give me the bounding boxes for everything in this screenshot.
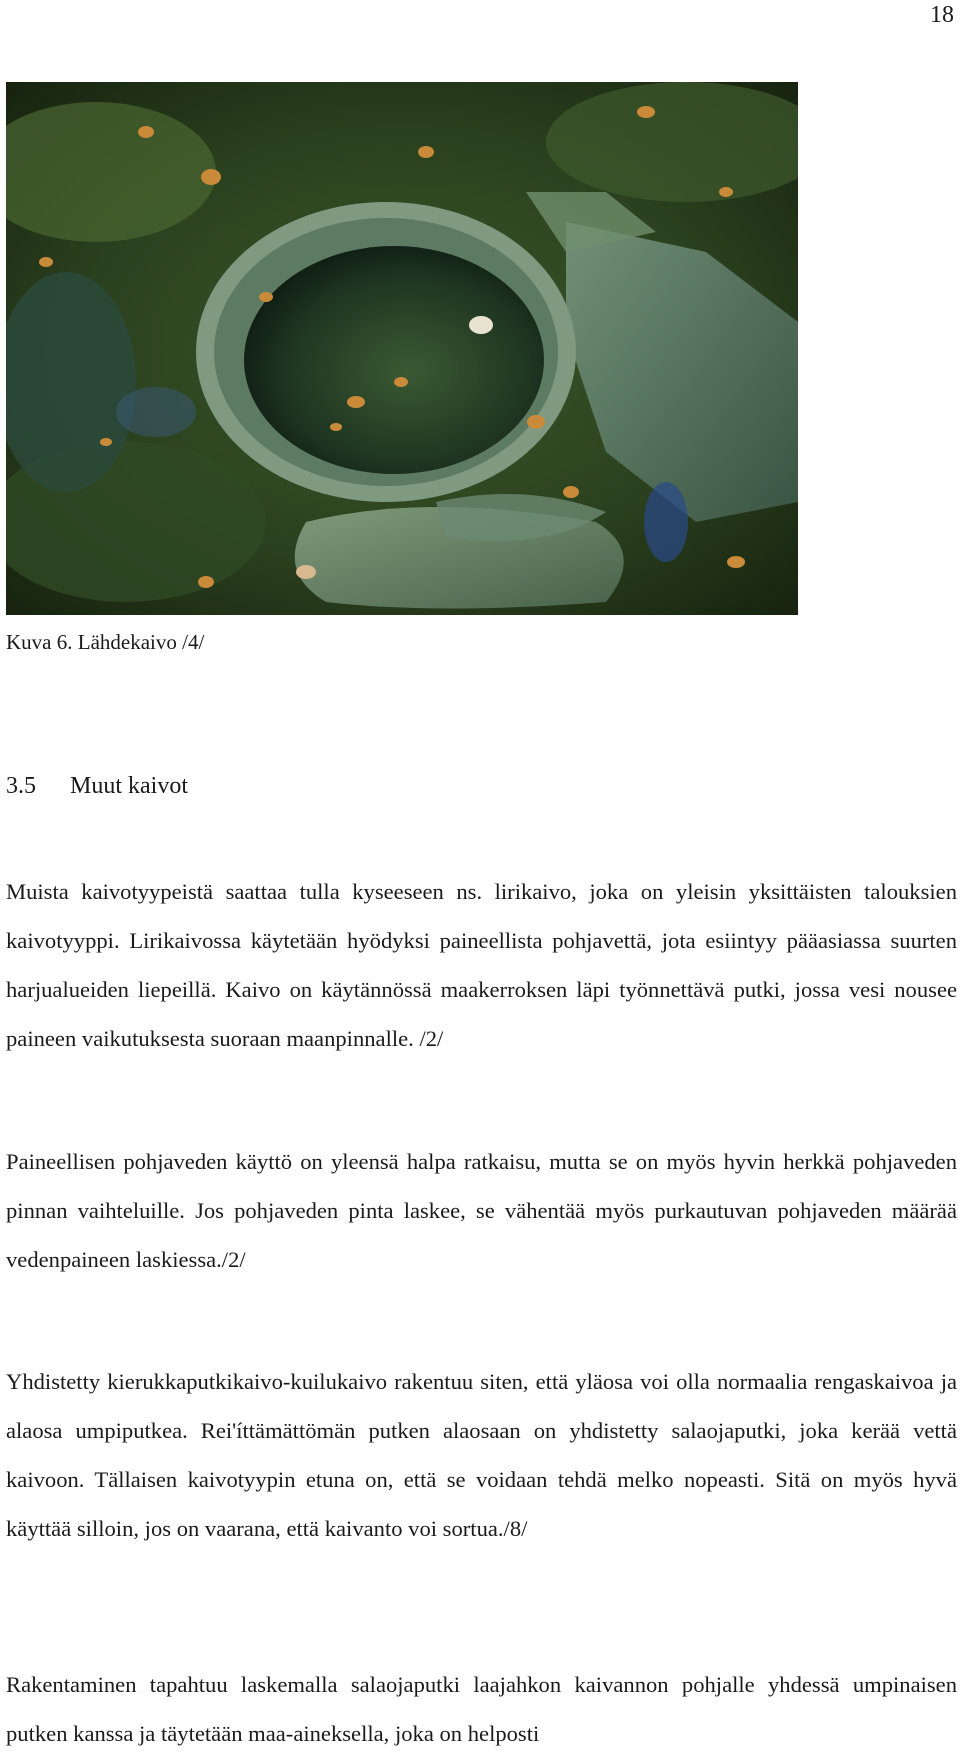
spring-well-photo-image [6,82,798,615]
paragraph-2: Paineellisen pohjaveden käyttö on yleensä halpa ratkaisu, mutta se on myös hyvin herkkä pohjaveden pinnan vaihteluille. Jos pohjaveden pinta laskee, se vähentää myös purkautuvan pohjaveden määrää vedenpaineen laskiessa./2/ [6,1149,957,1272]
section-title: Muut kaivot [70,773,188,799]
paragraph-1: Muista kaivotyypeistä saattaa tulla kyseeseen ns. lirikaivo, joka on yleisin yksittäisten talouksien kaivotyyppi. Lirikaivossa käytetään hyödyksi paineellista pohjavettä, jota esiintyy pääasiassa suurten harjualueiden liepeillä. Kaivo on käytännössä maakerroksen läpi työnnettävä putki, jossa vesi nousee paineen vaikutuksesta suoraan maanpinnalle. /2/ [6,879,957,1051]
section-heading [6,773,188,800]
figure-caption: Kuva 6. Lähdekaivo /4/ [6,630,205,654]
paragraph-3: Yhdistetty kierukkaputkikaivo-kuilukaivo rakentuu siten, että yläosa voi olla normaalia rengaskaivoa ja alaosa umpiputkea. Rei'íttämättömän putken alaosaan on yhdistetty salaojaputki, joka kerää vettä kaivoon. Tällaisen kaivotyypin etuna on, että se voidaan tehdä melko nopeasti. Sitä on myös hyvä käyttää silloin, jos on vaarana, että kaivanto voi sortua./8/ [6,1369,957,1541]
paragraph-4: Rakentaminen tapahtuu laskemalla salaojaputki laajahkon kaivannon pohjalle yhdessä umpinaisen putken kanssa ja täytetään maa-aineksella, joka on helposti [6,1672,957,1746]
spring-well-photo [6,82,798,615]
page-number: 18 [930,2,954,28]
section-number: 3.5 [6,773,36,799]
